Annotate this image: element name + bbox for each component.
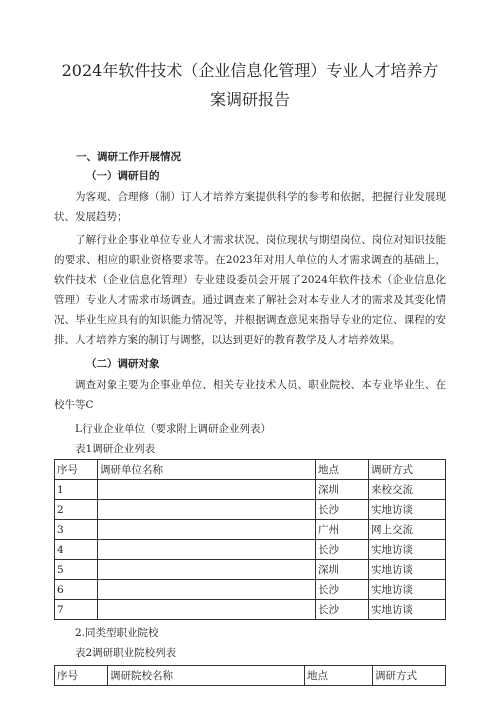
table-row bbox=[55, 580, 446, 600]
table2-caption: 表2调研职业院校列表 bbox=[75, 647, 177, 659]
subsection-heading-targets: （二）调研对象 bbox=[86, 358, 160, 370]
table-row bbox=[55, 520, 446, 540]
paragraph-purpose-2: 了解行业企事业单位专业人才需求状况、岗位现状与期望岗位、岗位对知识技能的要求、相应的职业资格要求等。在2023年对用人单位的人才需求调查的基础上，软件技术（企业信息化管理）专业建设委员会开展了2024年软件技术（企业信息化管理）专业人才需求市场调查。通过调查来了解社会对本专业人才的需求及其变化情况、毕业生应具有的知识能力情况等，并根据调查意见来指导专业的定位、课程的安排、人才培养方案的制订与调整，以达到更好的教育教学及人才培养效果。 bbox=[54, 234, 446, 346]
table-header-cell: 调研院校名称 bbox=[108, 666, 305, 686]
table-cell: 来校交流 bbox=[369, 480, 446, 500]
table1-caption: 表1调研企业列表 bbox=[75, 443, 156, 455]
table-header-row bbox=[55, 666, 446, 686]
table-cell: 实地访谈 bbox=[369, 500, 446, 520]
table-cell: 7 bbox=[55, 600, 98, 620]
subsection-heading-purpose: （一）调研目的 bbox=[86, 170, 160, 182]
table-cell bbox=[98, 600, 316, 620]
table-header-cell: 地点 bbox=[305, 666, 373, 686]
table-header-row bbox=[55, 460, 446, 480]
table-cell: 长沙 bbox=[316, 540, 369, 560]
table-cell: 广州 bbox=[316, 520, 369, 540]
title-line-1: 2024年软件技术（企业信息化管理）专业人才培养方 bbox=[61, 61, 439, 80]
paragraph-targets: 调查对象主要为企事业单位、相关专业技术人员、职业院校、本专业毕业生、在校牛等C bbox=[54, 379, 446, 411]
list-item-enterprises: L行业企业单位（要求附上调研企业列表） bbox=[75, 423, 271, 435]
document-title bbox=[54, 0, 446, 114]
table-cell bbox=[98, 500, 316, 520]
list-item-vocational-schools: 2.同类型职业院校 bbox=[75, 627, 159, 639]
table-header-cell: 序号 bbox=[55, 460, 98, 480]
table-cell: 5 bbox=[55, 560, 98, 580]
table-header-cell: 调研方式 bbox=[373, 666, 446, 686]
table-row bbox=[55, 560, 446, 580]
title-line-2: 案调研报告 bbox=[209, 90, 290, 109]
table-cell: 实地访谈 bbox=[369, 580, 446, 600]
table-cell: 实地访谈 bbox=[369, 560, 446, 580]
table-cell: 6 bbox=[55, 580, 98, 600]
table-cell: 1 bbox=[55, 480, 98, 500]
table-cell bbox=[98, 480, 316, 500]
table-cell: 实地访谈 bbox=[369, 600, 446, 620]
table-row bbox=[55, 540, 446, 560]
table-cell: 长沙 bbox=[316, 580, 369, 600]
table-cell: 实地访谈 bbox=[369, 540, 446, 560]
table-cell: 2 bbox=[55, 500, 98, 520]
table-cell: 深圳 bbox=[316, 480, 369, 500]
table-row bbox=[55, 480, 446, 500]
table-cell bbox=[98, 520, 316, 540]
table-cell bbox=[98, 560, 316, 580]
table-header-cell: 序号 bbox=[55, 666, 108, 686]
table-cell bbox=[98, 580, 316, 600]
table-cell: 3 bbox=[55, 520, 98, 540]
table-header-cell: 调研单位名称 bbox=[98, 460, 316, 480]
table-cell: 长沙 bbox=[316, 600, 369, 620]
table-header-cell: 调研方式 bbox=[369, 460, 446, 480]
table-cell: 长沙 bbox=[316, 500, 369, 520]
table-row bbox=[55, 600, 446, 620]
table-cell: 4 bbox=[55, 540, 98, 560]
table-cell: 深圳 bbox=[316, 560, 369, 580]
paragraph-purpose-1: 为客观、合理修（制）订人才培养方案提供科学的参考和依据，把握行业发展现状、发展趋势； bbox=[54, 191, 446, 223]
table-row bbox=[55, 500, 446, 520]
school-table bbox=[54, 665, 446, 686]
table-cell: 网上交流 bbox=[369, 520, 446, 540]
enterprise-table bbox=[54, 459, 446, 620]
table-header-cell: 地点 bbox=[316, 460, 369, 480]
table-cell bbox=[98, 540, 316, 560]
section-heading: 一、调研工作开展情况 bbox=[76, 151, 181, 163]
